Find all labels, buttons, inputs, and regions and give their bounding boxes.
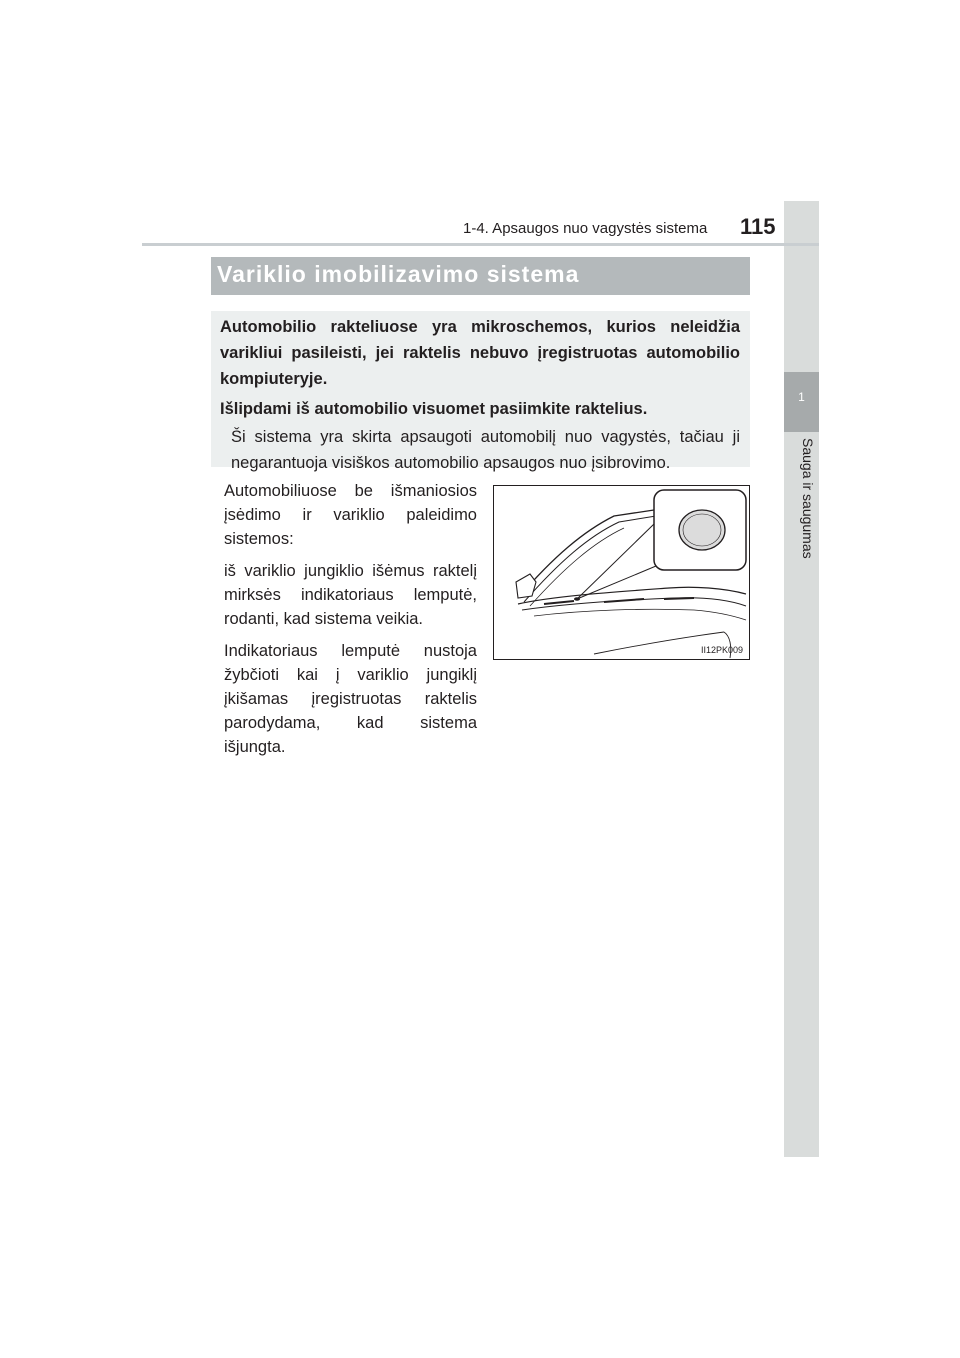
intro-note: Ši sistema yra skirta apsaugoti automobilį nuo vagystės, tačiau ji negarantuoja visiškos automobilio apsaugos nuo įsibrovimo. (231, 428, 740, 472)
breadcrumb: 1-4. Apsaugos nuo vagystės sistema (463, 220, 708, 237)
header-divider (142, 243, 819, 246)
intro-statement: Automobilio rakteliuose yra mikroschemos, kurios neleidžia varikliui pasileisti, jei raktelis nebuvo įregistruotas automobilio kompiuteryje. (220, 318, 740, 388)
chapter-side-tab (784, 201, 819, 1157)
dashboard-indicator-illustration (493, 485, 750, 660)
section-title-bar (211, 257, 750, 295)
body-paragraph: iš variklio jungiklio išėmus raktelį mirksės indikatoriaus lemputė, rodanti, kad sistema veikia. (224, 562, 477, 628)
intro-box (211, 311, 750, 472)
body-text (224, 479, 477, 767)
chapter-number: 1 (798, 390, 805, 404)
section-title: Variklio imobilizavimo sistema (217, 261, 580, 287)
body-paragraph: Automobiliuose be išmaniosios įsėdimo ir variklio paleidimo sistemos: (224, 482, 477, 548)
car-windshield-drawing (494, 486, 749, 659)
chapter-title: Sauga ir saugumas (800, 438, 816, 559)
page-number: 115 (740, 214, 776, 239)
figure-code: II12PK009 (700, 645, 743, 655)
body-paragraph: Indikatoriaus lemputė nustoja žybčioti kai į variklio jungiklį įkišamas įregistruotas raktelis parodydama, kad sistema išjungta. (224, 642, 477, 756)
intro-instruction: Išlipdami iš automobilio visuomet pasiimkite raktelius. (220, 400, 648, 418)
